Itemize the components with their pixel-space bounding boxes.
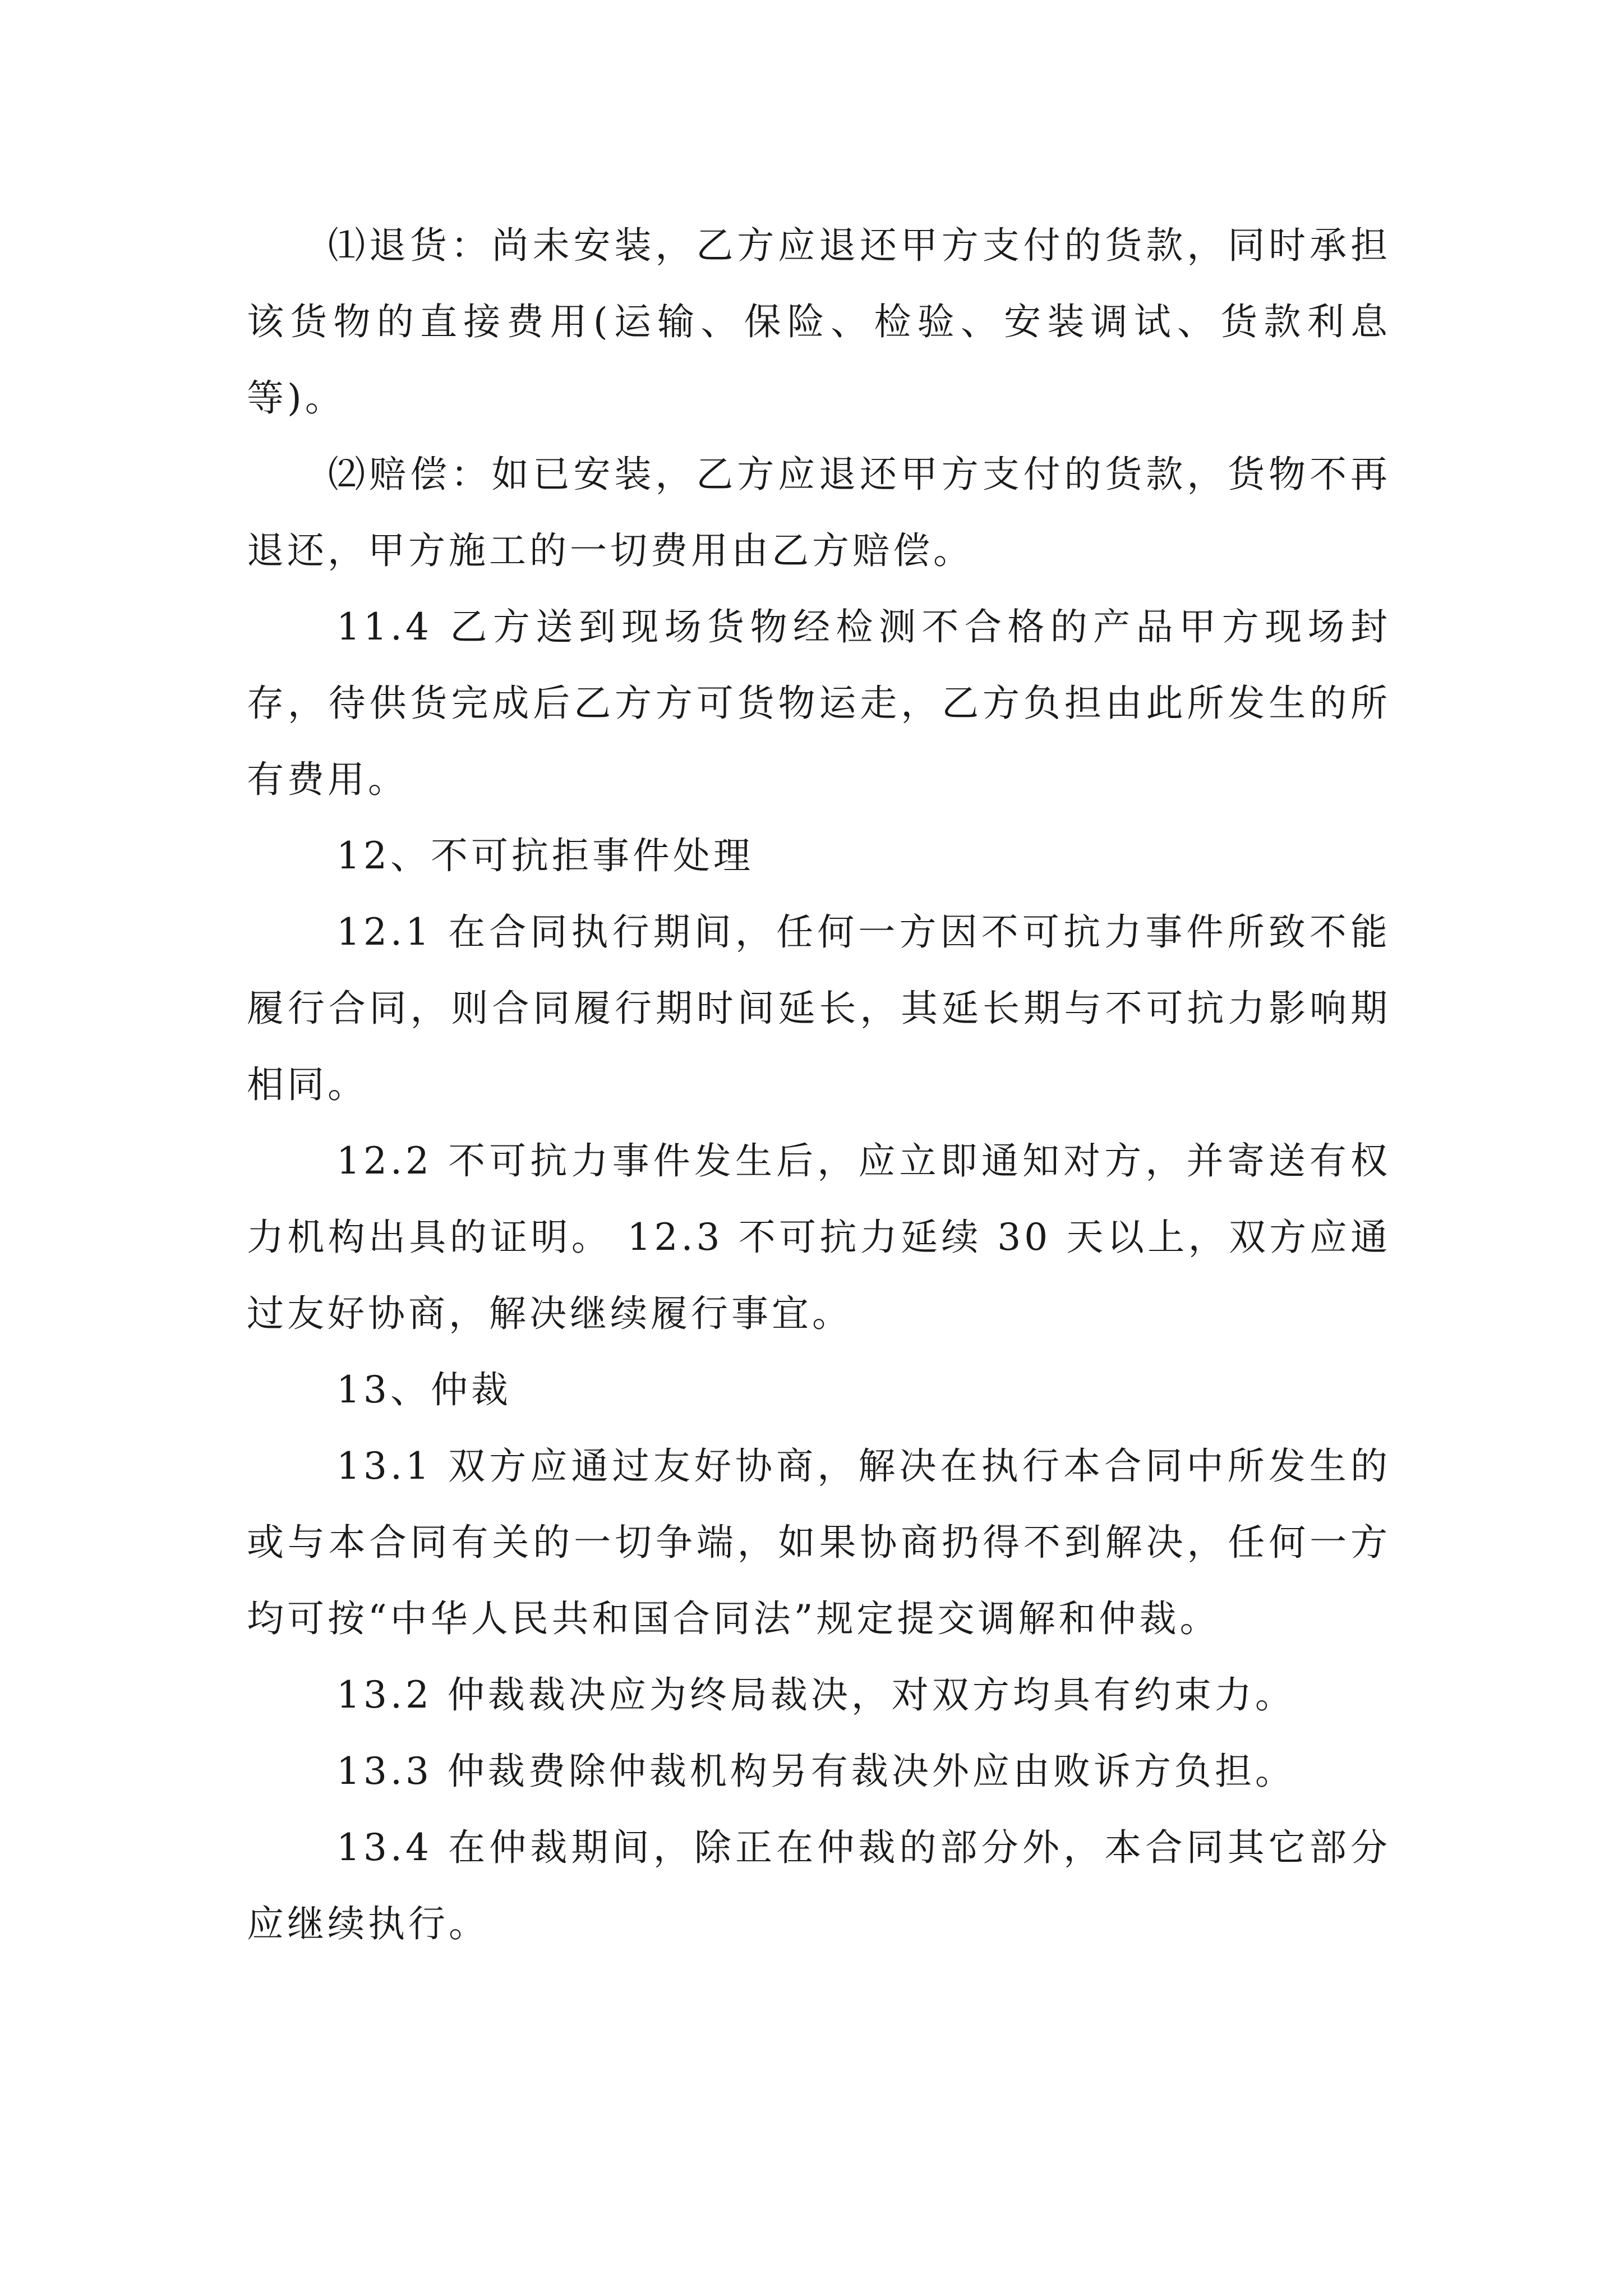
clause-12-1: 12.1 在合同执行期间，任何一方因不可抗力事件所致不能履行合同，则合同履行期时间延长，其延长期与不可抗力影响期相同。 bbox=[247, 910, 1391, 1106]
clause-return-goods: ⑴退货：尚未安装，乙方应退还甲方支付的货款，同时承担该货物的直接费用(运输、保险、检验、安装调试、货款利息等)。 bbox=[247, 224, 1391, 420]
clause-11-4: 11.4 乙方送到现场货物经检测不合格的产品甲方现场封存，待供货完成后乙方方可货物运走，乙方负担由此所发生的所有费用。 bbox=[247, 605, 1391, 801]
section-heading-12: 12、不可抗拒事件处理 bbox=[336, 834, 754, 877]
clause-13-3: 13.3 仲裁费除仲裁机构另有裁决外应由败诉方负担。 bbox=[336, 1750, 1295, 1793]
document-body bbox=[247, 208, 1391, 1962]
clause-13-1: 13.1 双方应通过友好协商，解决在执行本合同中所发生的或与本合同有关的一切争端，如果协商扔得不到解决，任何一方均可按“中华人民共和国合同法”规定提交调解和仲裁。 bbox=[247, 1444, 1391, 1640]
section-heading-13: 13、仲裁 bbox=[336, 1368, 511, 1411]
clause-13-4: 13.4 在仲裁期间，除正在仲裁的部分外，本合同其它部分应继续执行。 bbox=[247, 1826, 1391, 1945]
clause-12-2: 12.2 不可抗力事件发生后，应立即通知对方，并寄送有权力机构出具的证明。 12.3 不可抗力延续 30 天以上，双方应通过友好协商，解决继续履行事宜。 bbox=[247, 1139, 1391, 1335]
clause-13-2: 13.2 仲裁裁决应为终局裁决，对双方均具有约束力。 bbox=[336, 1673, 1295, 1717]
clause-compensation: ⑵赔偿：如已安装，乙方应退还甲方支付的货款，货物不再退还，甲方施工的一切费用由乙方赔偿。 bbox=[247, 453, 1391, 572]
